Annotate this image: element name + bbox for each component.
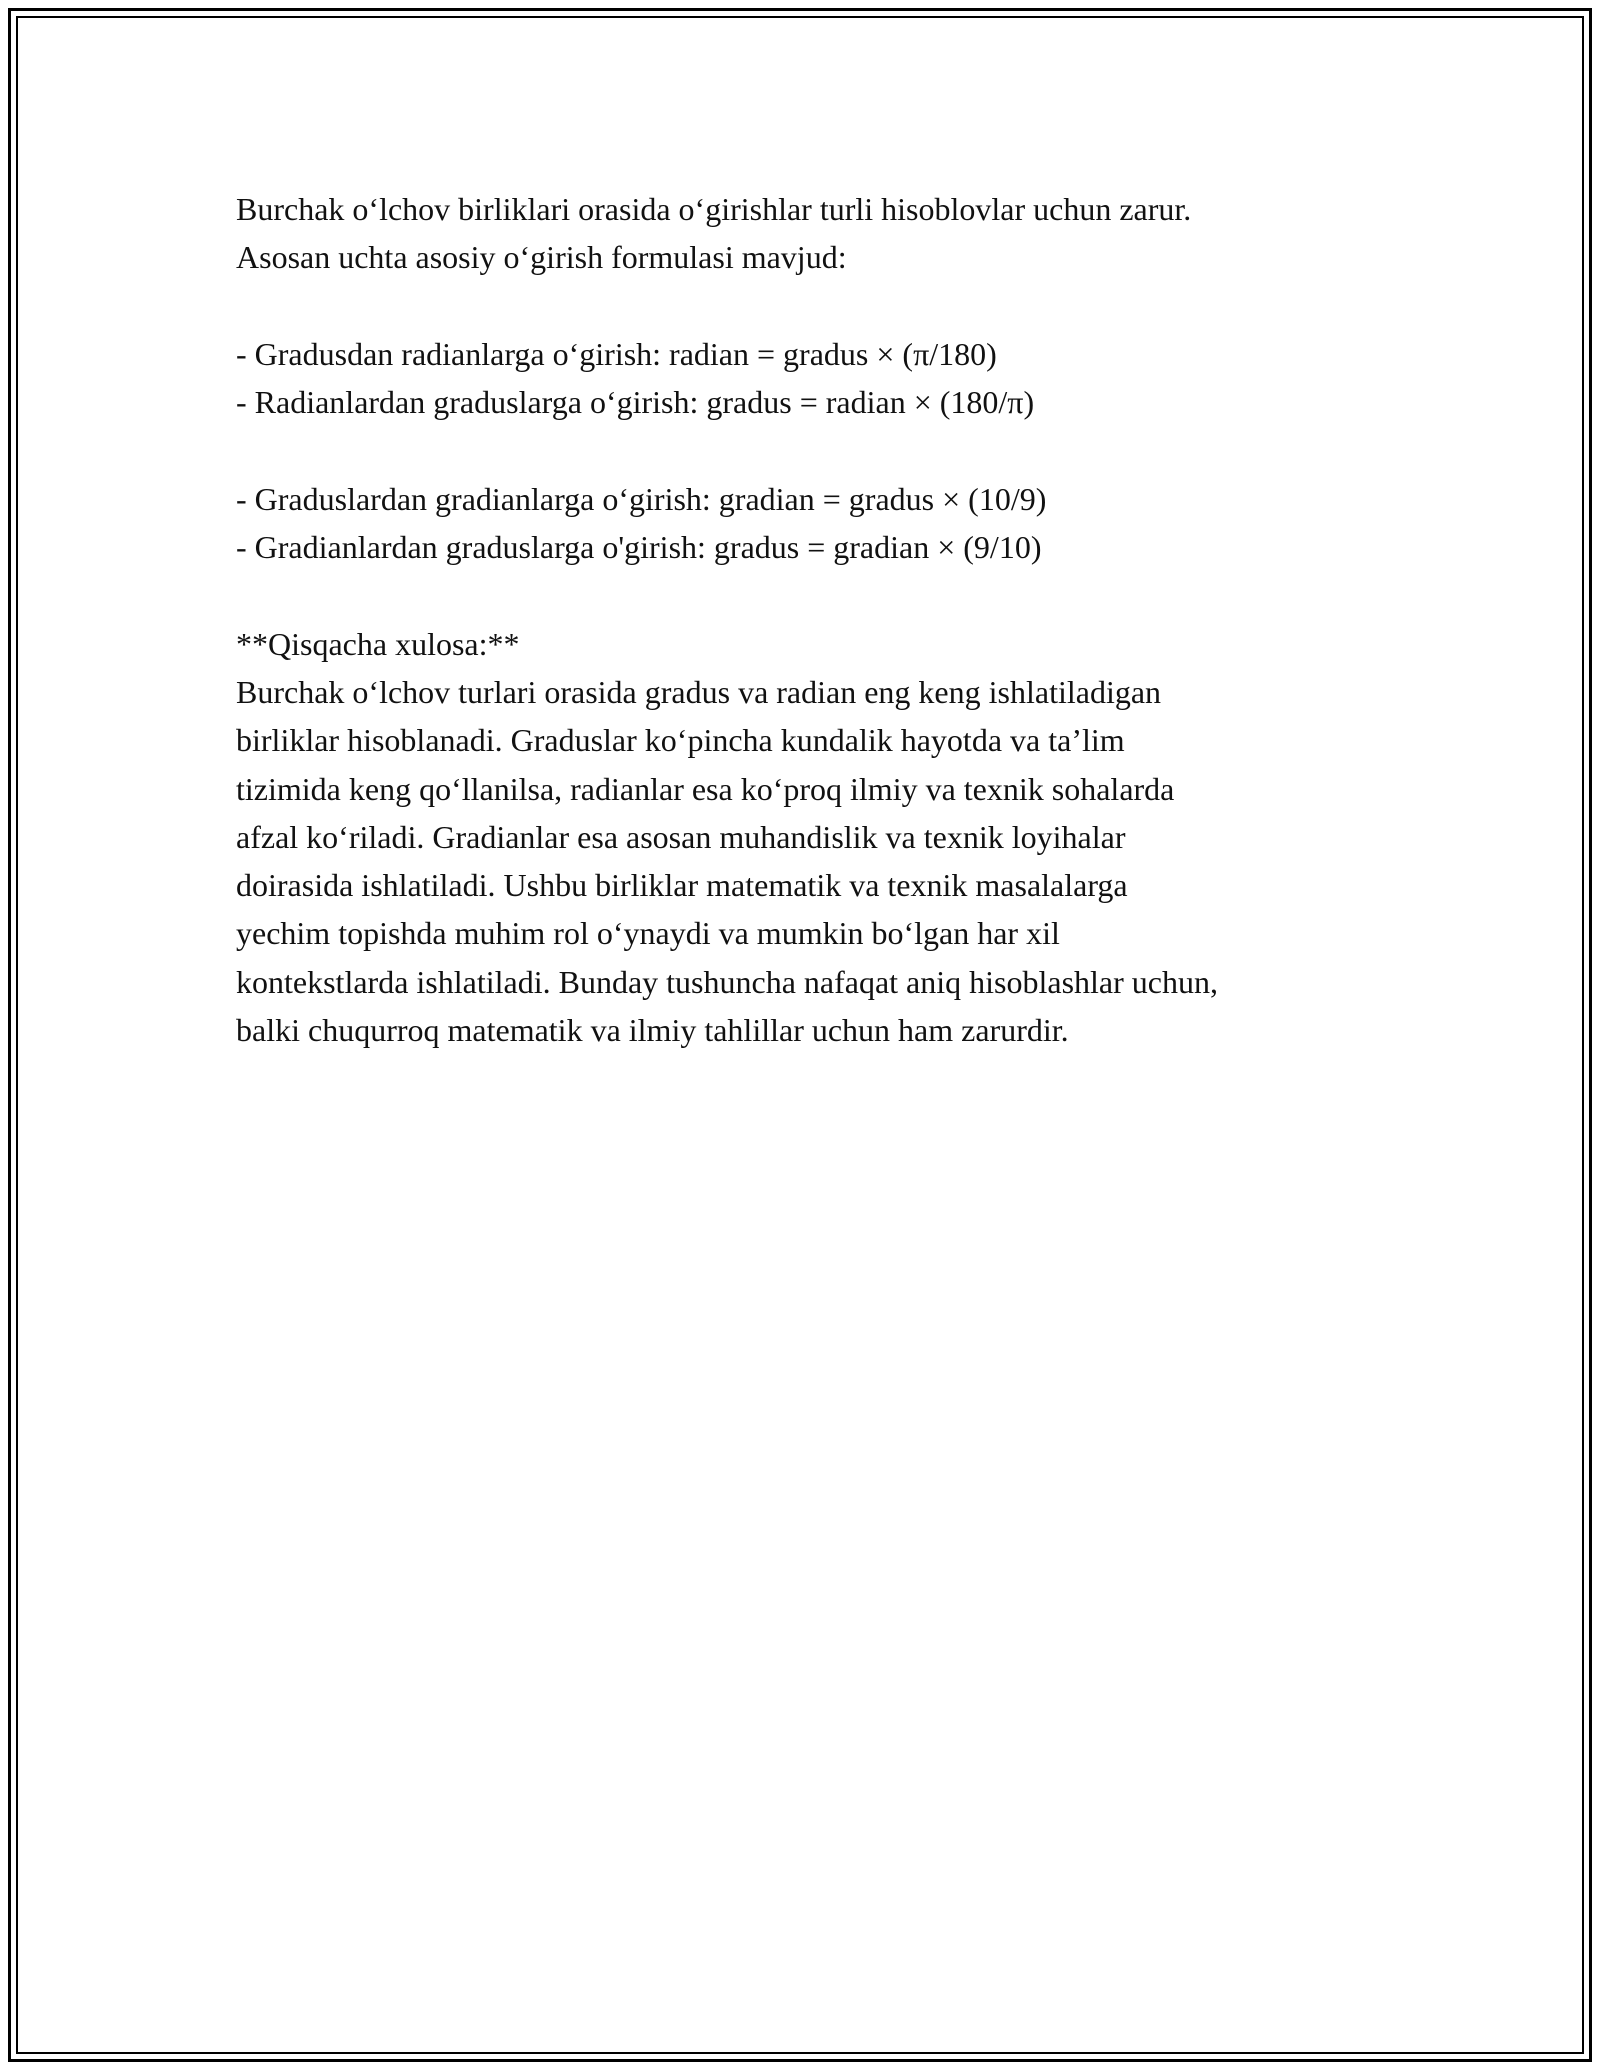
summary-line: Burchak o‘lchov turlari orasida gradus va radian eng keng ishlatiladigan	[236, 673, 1162, 710]
summary-line: birliklar hisoblanadi. Graduslar ko‘pincha kundalik hayotda va ta’lim	[236, 722, 1125, 759]
formula-line: - Gradusdan radianlarga o‘girish: radian = gradus × (π/180)	[236, 335, 997, 372]
document-body	[236, 185, 1376, 1054]
summary-line: kontekstlarda ishlatiladi. Bunday tushuncha nafaqat aniq hisoblashlar uchun,	[236, 963, 1218, 1000]
summary-heading: **Qisqacha xulosa:**	[236, 625, 520, 662]
summary-line: balki chuqurroq matematik va ilmiy tahlillar uchun ham zarurdir.	[236, 1012, 1069, 1049]
paragraph-gap	[236, 571, 1376, 619]
paragraph-gap	[236, 426, 1376, 474]
summary-line: tizimida keng qo‘llanilsa, radianlar esa ko‘proq ilmiy va texnik sohalarda	[236, 770, 1175, 807]
summary-line: doirasida ishlatiladi. Ushbu birliklar matematik va texnik masalalarga	[236, 867, 1128, 904]
summary-line: afzal ko‘riladi. Gradianlar esa asosan muhandislik va texnik loyihalar	[236, 818, 1126, 855]
formula-line: - Gradianlardan graduslarga o'girish: gradus = gradian × (9/10)	[236, 529, 1042, 566]
paragraph-gap	[236, 282, 1376, 330]
intro-line: Asosan uchta asosiy o‘girish formulasi mavjud:	[236, 239, 847, 276]
summary-line: yechim topishda muhim rol o‘ynaydi va mumkin bo‘lgan har xil	[236, 915, 1060, 952]
formula-line: - Radianlardan graduslarga o‘girish: gradus = radian × (180/π)	[236, 384, 1035, 421]
formula-line: - Graduslardan gradianlarga o‘girish: gradian = gradus × (10/9)	[236, 480, 1047, 517]
intro-line: Burchak o‘lchov birliklari orasida o‘girishlar turli hisoblovlar uchun zarur.	[236, 191, 1192, 227]
